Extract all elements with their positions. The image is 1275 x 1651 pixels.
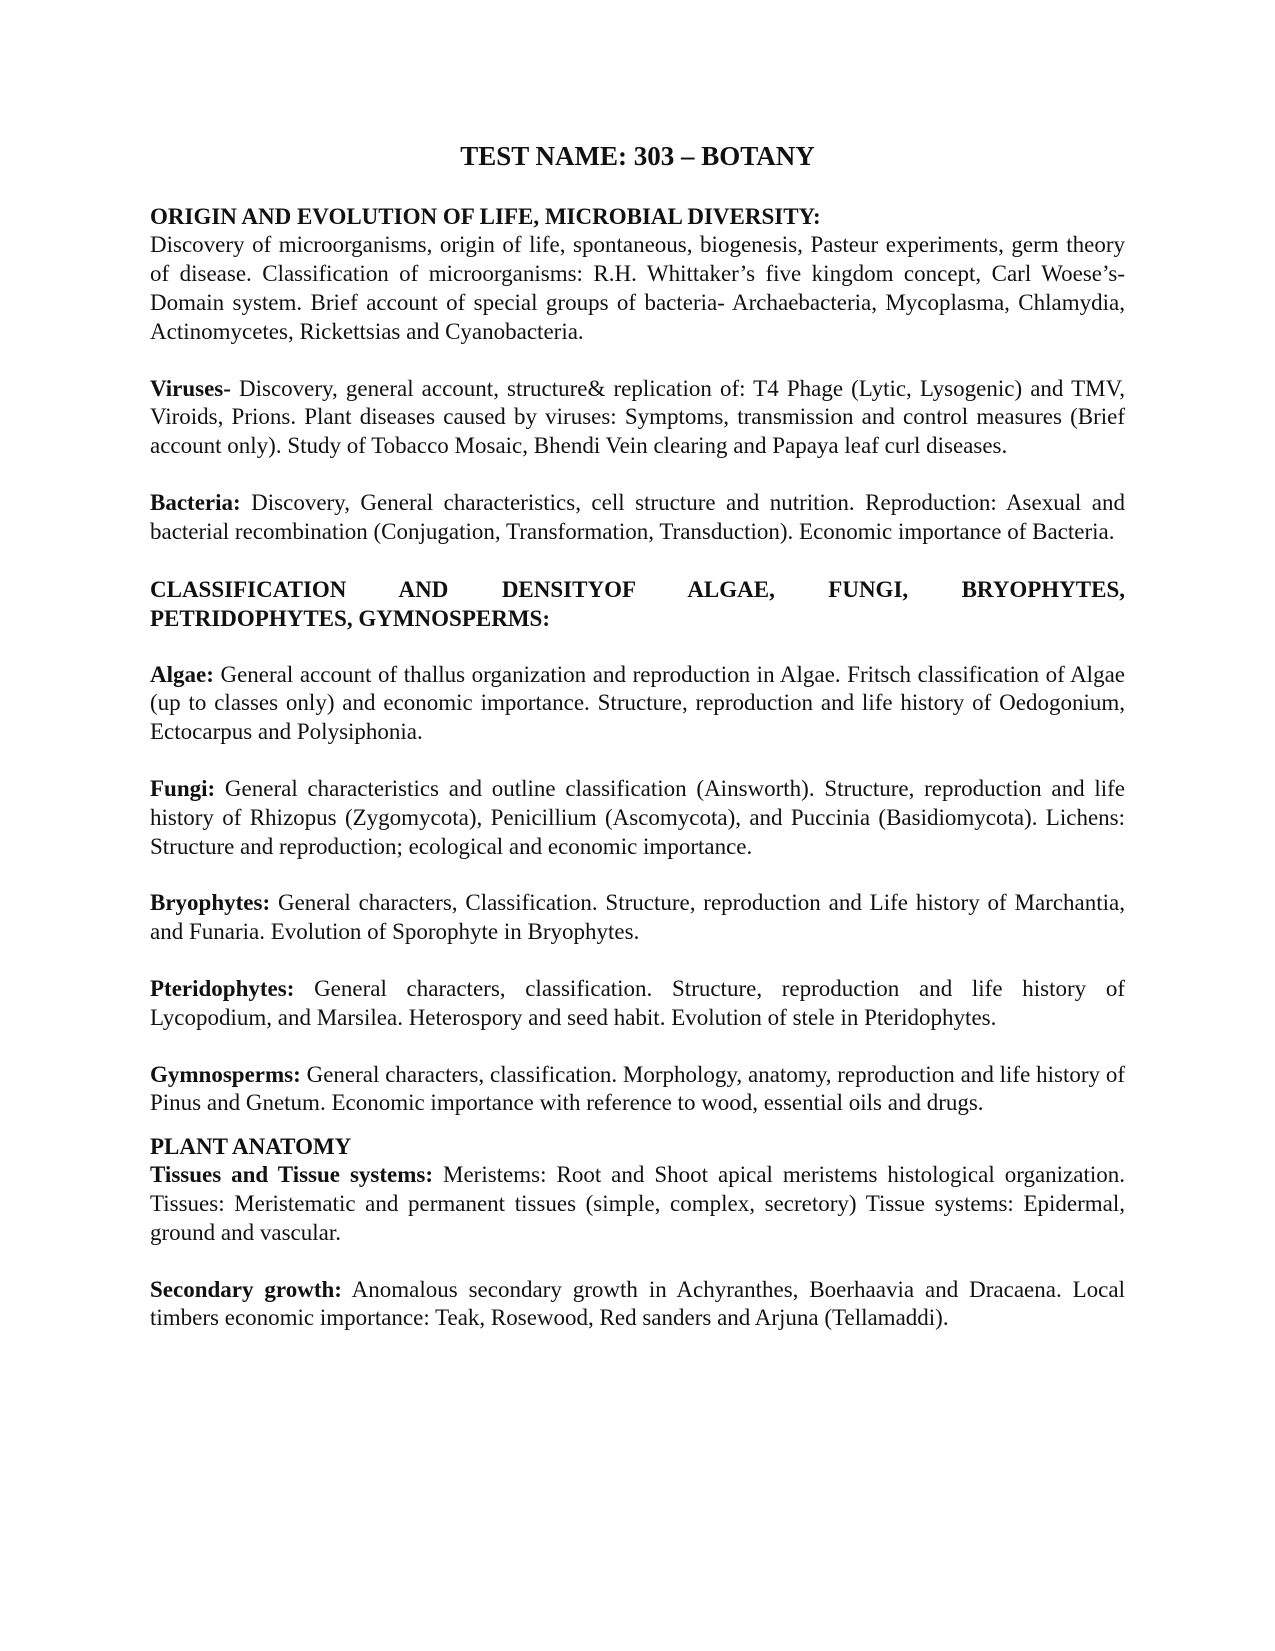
label-viruses: Viruses-	[150, 375, 231, 401]
label-pteridophytes: Pteridophytes:	[150, 975, 295, 1001]
label-tissues: Tissues and Tissue systems:	[150, 1162, 434, 1188]
paragraph-tissues	[150, 1161, 1125, 1247]
document-title: TEST NAME: 303 – BOTANY	[460, 141, 815, 171]
paragraph-algae	[150, 661, 1125, 747]
document-page	[150, 140, 1125, 1333]
text-pteridophytes: General characters, classification. Structure, reproduction and life history of Lycopodium, and Marsilea. Heterospory and seed habit. Evolution of stele in Pteridophytes.	[150, 975, 1125, 1030]
label-gymnosperms: Gymnosperms:	[150, 1061, 301, 1087]
paragraph-bryophytes	[150, 889, 1125, 947]
paragraph-pteridophytes	[150, 975, 1125, 1033]
label-bacteria: Bacteria:	[150, 489, 241, 515]
text-bryophytes: General characters, Classification. Structure, reproduction and Life history of Marchantia, and Funaria. Evolution of Sporophyte in Bryophytes.	[150, 890, 1125, 945]
paragraph-microorganisms: Discovery of microorganisms, origin of life, spontaneous, biogenesis, Pasteur experiments, germ theory of disease. Classification of microorganisms: R.H. Whittaker’s five kingdom concept, Carl Woese’s- Domain system. Brief account of special groups of bacteria- Archaebacteria, Mycoplasma, Chlamydia, Actinomycetes, Rickettsias and Cyanobacteria.	[150, 232, 1125, 344]
section-heading-classification	[150, 575, 1125, 633]
text-secondary-growth: Anomalous secondary growth in Achyranthes, Boerhaavia and Dracaena. Local timbers economic importance: Teak, Rosewood, Red sanders and Arjuna (Tellamaddi).	[150, 1276, 1125, 1331]
label-bryophytes: Bryophytes:	[150, 890, 271, 916]
paragraph-secondary-growth	[150, 1276, 1125, 1334]
section-heading-plant-anatomy: PLANT ANATOMY	[150, 1134, 352, 1160]
paragraph-fungi	[150, 775, 1125, 861]
text-gymnosperms: General characters, classification. Morphology, anatomy, reproduction and life history of Pinus and Gnetum. Economic importance with reference to wood, essential oils and drugs.	[150, 1061, 1125, 1116]
text-viruses: Discovery, general account, structure& replication of: T4 Phage (Lytic, Lysogenic) and TMV, Viroids, Prions. Plant diseases caused by viruses: Symptoms, transmission and control measures (Brief account only). Study of Tobacco Mosaic, Bhendi Vein clearing and Papaya leaf curl diseases.	[150, 375, 1125, 459]
label-secondary-growth: Secondary growth:	[150, 1276, 342, 1302]
section-heading-origin-evolution: ORIGIN AND EVOLUTION OF LIFE, MICROBIAL DIVERSITY:	[150, 204, 821, 230]
text-bacteria: Discovery, General characteristics, cell structure and nutrition. Reproduction: Asexual and bacterial recombination (Conjugation, Transformation, Transduction). Economic importance of Bacteria.	[150, 489, 1125, 544]
section-heading-classification-line1: CLASSIFICATION AND DENSITYOF ALGAE, FUNGI, BRYOPHYTES,	[150, 576, 1125, 602]
section-heading-classification-line2: PETRIDOPHYTES, GYMNOSPERMS:	[150, 605, 550, 631]
paragraph-gymnosperms	[150, 1061, 1125, 1119]
label-fungi: Fungi:	[150, 775, 216, 801]
text-algae: General account of thallus organization and reproduction in Algae. Fritsch classification of Algae (up to classes only) and economic importance. Structure, reproduction and life history of Oedogonium, Ectocarpus and Polysiphonia.	[150, 661, 1125, 745]
text-fungi: General characteristics and outline classification (Ainsworth). Structure, reproduction and life history of Rhizopus (Zygomycota), Penicillium (Ascomycota), and Puccinia (Basidiomycota). Lichens: Structure and reproduction; ecological and economic importance.	[150, 775, 1125, 859]
label-algae: Algae:	[150, 661, 214, 687]
paragraph-bacteria	[150, 489, 1125, 547]
paragraph-viruses	[150, 375, 1125, 461]
text-tissues: Meristems: Root and Shoot apical meristems histological organization. Tissues: Meristematic and permanent tissues (simple, complex, secretory) Tissue systems: Epidermal, ground and vascular.	[150, 1162, 1125, 1245]
